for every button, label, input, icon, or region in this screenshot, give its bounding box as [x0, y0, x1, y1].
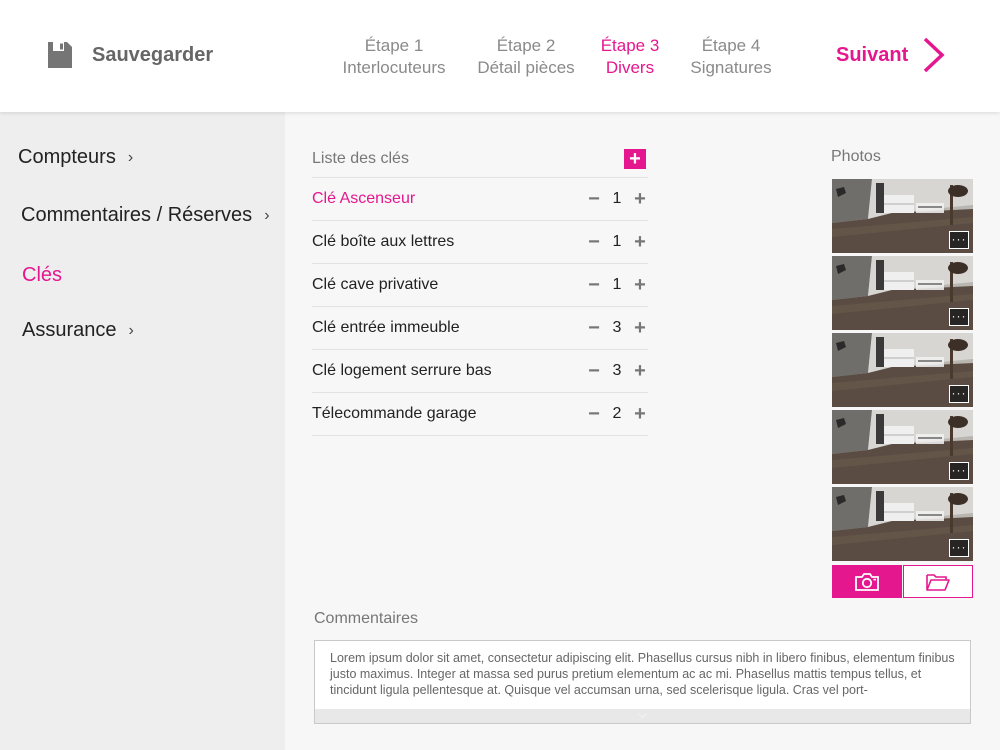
sidebar-item-assurance[interactable] — [22, 319, 134, 342]
add-key-button[interactable]: + — [624, 149, 646, 169]
quantity-stepper — [586, 360, 648, 383]
decrement-button[interactable]: − — [588, 402, 600, 425]
photo-options-button[interactable]: ··· — [949, 462, 969, 480]
sidebar-item-commentaires-reserves[interactable] — [21, 204, 270, 227]
key-name: Clé boîte aux lettres — [312, 233, 455, 250]
decrement-button[interactable]: − — [588, 187, 600, 210]
photo-thumbnail[interactable] — [832, 487, 973, 561]
quantity-stepper — [586, 317, 648, 340]
decrement-button[interactable]: − — [588, 230, 600, 253]
quantity-value: 1 — [612, 190, 622, 207]
save-label: Sauvegarder — [92, 43, 214, 66]
key-name: Télecommande garage — [312, 405, 477, 422]
photo-options-button[interactable]: ··· — [949, 231, 969, 249]
take-photo-button[interactable] — [832, 565, 902, 598]
folder-open-icon — [925, 572, 951, 592]
camera-icon — [854, 572, 880, 592]
step-2-label: Détail pièces — [477, 58, 575, 77]
next-button[interactable] — [836, 36, 946, 74]
quantity-value: 1 — [612, 276, 622, 293]
quantity-stepper — [586, 403, 648, 426]
increment-button[interactable]: + — [634, 273, 646, 296]
quantity-value: 2 — [612, 405, 622, 422]
photo-options-button[interactable]: ··· — [949, 539, 969, 557]
step-3-tab[interactable] — [590, 35, 670, 79]
step-2-number: Étape 2 — [496, 36, 556, 55]
increment-button[interactable]: + — [634, 187, 646, 210]
decrement-button[interactable]: − — [588, 359, 600, 382]
step-3-label: Divers — [605, 58, 655, 77]
photo-thumbnail[interactable] — [832, 410, 973, 484]
increment-button[interactable]: + — [634, 359, 646, 382]
quantity-stepper — [586, 188, 648, 211]
key-row[interactable] — [312, 178, 648, 221]
chevron-right-icon: › — [127, 148, 134, 166]
step-1-number: Étape 1 — [364, 36, 424, 55]
photos-title: Photos — [831, 148, 881, 165]
key-name: Clé cave privative — [312, 276, 439, 293]
floppy-disk-icon — [46, 40, 74, 70]
step-2-tab[interactable] — [462, 35, 590, 79]
chevron-down-icon: ⌵ — [638, 709, 647, 721]
sidebar — [0, 112, 285, 750]
open-folder-button[interactable] — [903, 565, 973, 598]
step-4-tab[interactable] — [670, 35, 792, 79]
key-name: Clé entrée immeuble — [312, 319, 460, 336]
increment-button[interactable]: + — [634, 402, 646, 425]
photo-thumbnail[interactable] — [832, 333, 973, 407]
step-4-number: Étape 4 — [701, 36, 761, 55]
decrement-button[interactable]: − — [588, 273, 600, 296]
chevron-right-icon: › — [128, 321, 134, 339]
sidebar-item-label: Commentaires / Réserves — [21, 204, 253, 226]
next-label: Suivant — [836, 43, 909, 66]
quantity-stepper — [586, 231, 648, 254]
expand-comments-button[interactable] — [315, 709, 970, 723]
increment-button[interactable]: + — [634, 316, 646, 339]
sidebar-item-label: Compteurs — [18, 146, 116, 168]
sidebar-item-cles[interactable] — [22, 264, 62, 287]
sidebar-item-compteurs[interactable] — [18, 146, 133, 169]
quantity-stepper — [586, 274, 648, 297]
chevron-right-icon: › — [264, 206, 270, 224]
step-navigation — [326, 35, 792, 79]
photo-options-button[interactable]: ··· — [949, 308, 969, 326]
keys-list — [312, 140, 648, 436]
comments-title: Commentaires — [314, 610, 419, 627]
key-name: Clé Ascenseur — [312, 190, 416, 207]
increment-button[interactable]: + — [634, 230, 646, 253]
quantity-value: 3 — [612, 319, 622, 336]
sidebar-item-label: Assurance — [22, 319, 117, 341]
keys-list-header — [312, 140, 648, 178]
key-row[interactable] — [312, 264, 648, 307]
decrement-button[interactable]: − — [588, 316, 600, 339]
photo-options-button[interactable]: ··· — [949, 385, 969, 403]
top-bar — [0, 0, 1000, 112]
step-3-number: Étape 3 — [600, 36, 660, 55]
step-1-label: Interlocuteurs — [342, 58, 446, 77]
save-button[interactable] — [46, 40, 213, 70]
keys-list-title: Liste des clés — [312, 149, 409, 167]
chevron-right-icon — [922, 36, 946, 74]
key-row[interactable] — [312, 307, 648, 350]
key-row[interactable] — [312, 221, 648, 264]
photo-thumbnail[interactable] — [832, 256, 973, 330]
comments-text: Lorem ipsum dolor sit amet, consectetur adipiscing elit. Phasellus cursus nibh in libero finibus, elementum finibus justo maximus. Integer at massa sed purus pretium elementum ac ac mi. Phasellus mattis tempus tellus, et tincidunt ligula pellentesque at. Quisque vel accumsan urna, sed scelerisque ligula. Cras vel port- — [330, 651, 955, 697]
key-row[interactable] — [312, 393, 648, 436]
step-1-tab[interactable] — [326, 35, 462, 79]
step-4-label: Signatures — [690, 58, 772, 77]
photo-thumbnail[interactable] — [832, 179, 973, 253]
sidebar-item-label: Clés — [22, 264, 63, 286]
quantity-value: 3 — [612, 362, 622, 379]
quantity-value: 1 — [612, 233, 622, 250]
key-name: Clé logement serrure bas — [312, 362, 492, 379]
comments-textarea[interactable] — [314, 640, 971, 724]
key-row[interactable] — [312, 350, 648, 393]
